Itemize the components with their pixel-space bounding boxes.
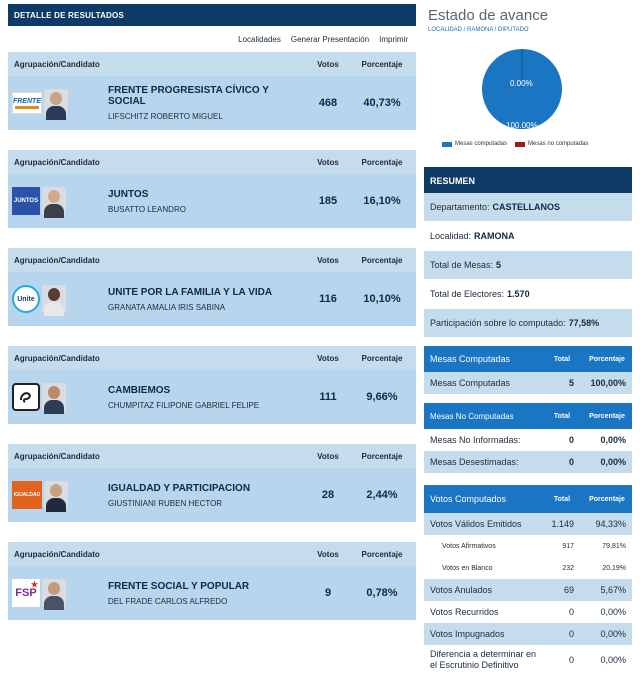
pie-svg [480,47,564,131]
block-header [8,248,416,272]
party-name: IGUALDAD Y PARTICIPACION [108,482,251,494]
candidate-photo [42,579,66,607]
logos [8,481,108,509]
logos [8,383,108,411]
party-name: JUNTOS [108,188,149,200]
mesas-computadas-table [424,346,632,394]
block-header [8,542,416,566]
candidate-name: BUSATTO LEANDRO [108,204,186,214]
candidate-names [108,385,308,410]
pct-value: 16,10% [363,195,401,207]
table-row: Mesas Desestimadas: 0 0,00% [424,451,632,473]
table-row: Diferencia a determinar en el Escrutinio Definitivo 0 0,00% [424,645,632,675]
pct-value: 40,73% [363,97,401,109]
pie-label-bottom: 100.00% [506,121,538,130]
summary-panel [424,4,632,675]
localidades-link[interactable]: Localidades [238,34,281,44]
juntos-logo: JUNTOS [12,187,40,215]
block-header [8,444,416,468]
party-name: FRENTE SOCIAL Y POPULAR [108,580,250,592]
table-row: Votos Recurridos 0 0,00% [424,601,632,623]
candidate-block [8,542,416,620]
candidate-photo [42,187,66,215]
resumen-row: Participación sobre lo computado: 77,58% [424,309,632,338]
unite-logo: Unite [12,285,40,313]
candidate-photo [44,481,68,509]
votes-value: 9 [324,587,332,599]
col-pct-header: Porcentaje [361,255,403,265]
candidate-names [108,581,308,606]
candidate-row [8,174,416,228]
candidate-block [8,248,416,326]
col-votes-header: Votos [317,549,339,559]
pct-value: 2,44% [366,489,398,501]
votes-value: 28 [321,489,335,501]
candidate-name: GRANATA AMALIA IRIS SABINA [108,302,226,312]
block-header [8,346,416,370]
col-votes-header: Votos [317,255,339,265]
logos [8,579,108,607]
candidate-row [8,76,416,130]
legend-no-computadas: Mesas no computadas [515,141,588,147]
votos-computados-table [424,485,632,675]
pie-label-top: 0.00% [510,79,533,88]
table-row: Votos Impugnados 0 0,00% [424,623,632,645]
table-row: Votos Afirmativos 917 79,81% [424,535,632,557]
candidate-row [8,468,416,522]
votes-value: 111 [319,391,337,403]
pct-value: 0,78% [366,587,398,599]
party-name: UNITE POR LA FAMILIA Y LA VIDA [108,286,273,298]
logos [8,89,108,117]
results-toolbar [8,26,416,52]
frente-progresista-logo: FRENTE [12,92,42,114]
pct-value: 10,10% [363,293,401,305]
col-name-header: Agrupación/Candidato [14,451,100,461]
table-row: Votos en Blanco 232 20,19% [424,557,632,579]
table-row: Votos Válidos Emitidos 1.149 94,33% [424,513,632,535]
pct-value: 9,66% [366,391,398,403]
col-votes-header: Votos [317,451,339,461]
col-name-header: Agrupación/Candidato [14,59,100,69]
table-header: Votos Computados Total Porcentaje [424,485,632,513]
block-header [8,52,416,76]
generar-presentacion-link[interactable]: Generar Presentación [290,34,370,44]
col-pct-header: Porcentaje [361,451,403,461]
col-pct-header: Porcentaje [361,59,403,69]
col-votes-header: Votos [317,59,339,69]
logos [8,285,108,313]
candidate-name: CHUMPITAZ FILIPONE GABRIEL FELIPE [108,400,260,410]
mesas-no-computadas-table [424,403,632,473]
logos [8,187,108,215]
results-header: DETALLE DE RESULTADOS [8,4,416,26]
col-name-header: Agrupación/Candidato [14,157,100,167]
col-name-header: Agrupación/Candidato [14,549,100,559]
col-name-header: Agrupación/Candidato [14,255,100,265]
table-row: Mesas No Informadas: 0 0,00% [424,429,632,451]
table-row: Mesas Computadas 5 100,00% [424,372,632,394]
candidate-block [8,346,416,424]
votes-value: 116 [319,293,337,305]
candidate-names [108,483,308,508]
votes-value: 185 [318,195,338,207]
resumen-header: RESUMEN [424,167,632,193]
candidate-names [108,85,308,121]
col-votes-header: Votos [317,353,339,363]
legend-swatch [442,142,452,147]
table-row: Votos Anulados 69 5,67% [424,579,632,601]
candidate-name: DEL FRADE CARLOS ALFREDO [108,596,228,606]
votes-value: 468 [318,97,338,109]
pie-legend [424,141,632,147]
resumen-row: Departamento: CASTELLANOS [424,193,632,222]
candidate-photo [42,285,66,313]
resumen-row: Total de Electores: 1.570 [424,280,632,309]
avance-pie-chart [424,33,632,133]
table-header: Mesas No Computadas Total Porcentaje [424,403,632,429]
block-header [8,150,416,174]
candidate-name: LIFSCHITZ ROBERTO MIGUEL [108,112,223,121]
avance-title: Estado de avance [428,7,549,24]
cambiemos-logo [12,383,40,411]
fsp-logo: FSP ★ [12,579,40,607]
igualdad-logo: IGUALDAD [12,481,42,509]
col-pct-header: Porcentaje [361,157,403,167]
resumen-row: Total de Mesas: 5 [424,251,632,280]
candidate-row [8,272,416,326]
candidate-block [8,444,416,522]
party-name: CAMBIEMOS [108,384,171,396]
party-name: FRENTE PROGRESISTA CÍVICO Y SOCIAL [108,85,269,107]
candidate-block [8,150,416,228]
candidate-names [108,189,308,214]
col-pct-header: Porcentaje [361,353,403,363]
col-pct-header: Porcentaje [361,549,403,559]
legend-computadas: Mesas computadas [442,141,507,147]
candidate-block [8,52,416,130]
col-name-header: Agrupación/Candidato [14,353,100,363]
resumen-row: Localidad: RAMONA [424,222,632,251]
imprimir-link[interactable]: Imprimir [379,34,408,44]
legend-swatch [515,142,525,147]
col-votes-header: Votos [317,157,339,167]
results-panel [8,4,416,620]
candidate-name: GIUSTINIANI RUBEN HECTOR [108,498,223,508]
candidate-names [108,287,308,312]
candidate-photo [42,383,66,411]
candidate-row [8,370,416,424]
table-header: Mesas Computadas Total Porcentaje [424,346,632,372]
candidate-photo [44,89,68,117]
breadcrumb: LOCALIDAD / RAMONA / DIPUTADO [428,27,529,33]
candidate-row [8,566,416,620]
